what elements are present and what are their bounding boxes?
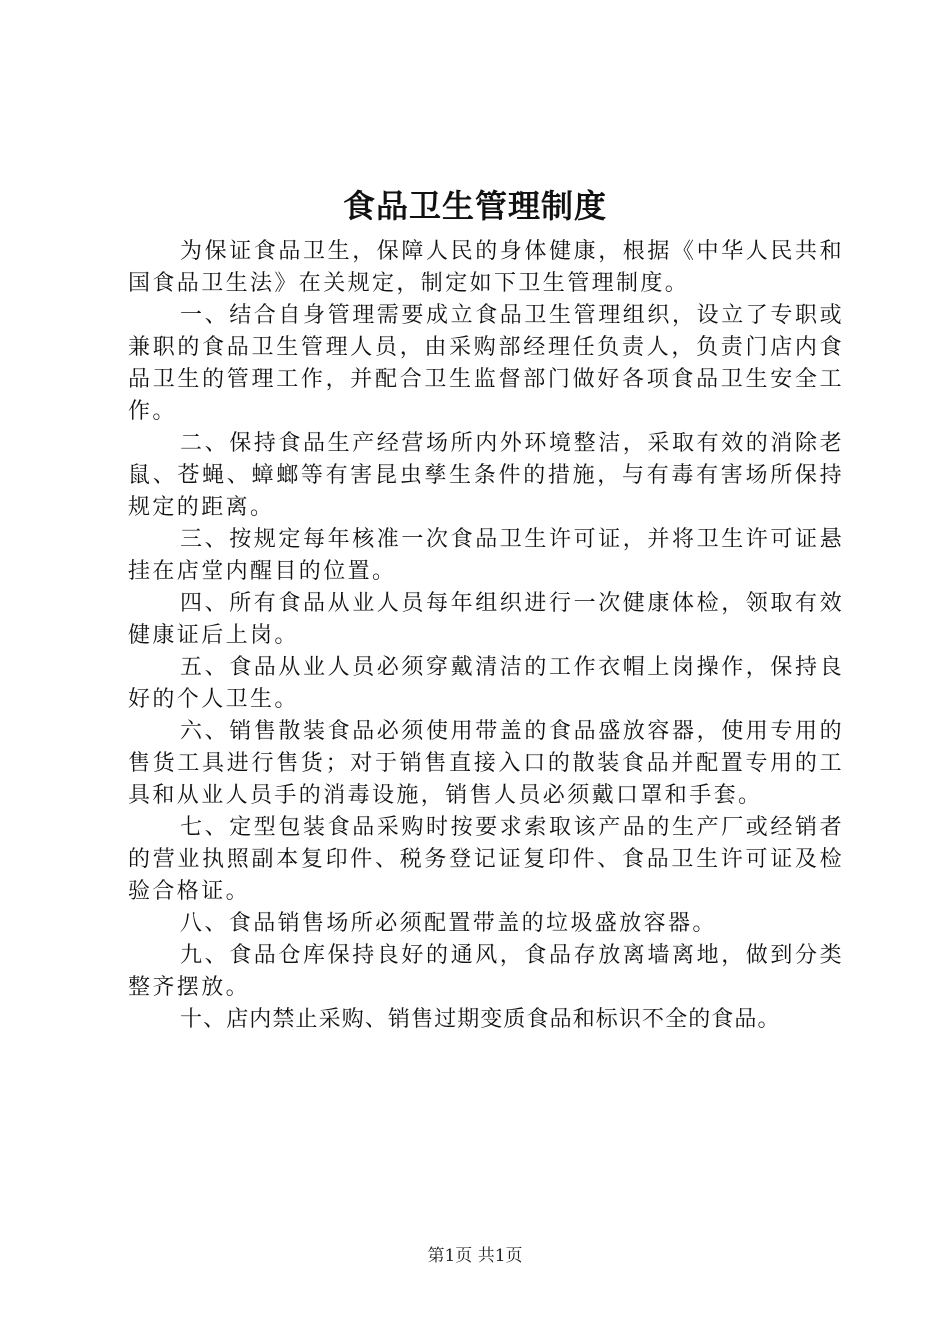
- clause-4-paragraph: 四、所有食品从业人员每年组织进行一次健康体检，领取有效健康证后上岗。: [128, 591, 844, 648]
- clause-10-paragraph: 十、店内禁止采购、销售过期变质食品和标识不全的食品。: [180, 1007, 781, 1032]
- page-number-footer: 第1页 共1页: [427, 1246, 523, 1266]
- clause-9-paragraph: 九、食品仓库保持良好的通风，食品存放离墙离地，做到分类整齐摆放。: [128, 943, 844, 1000]
- document-body: [128, 236, 844, 1036]
- clause-7-paragraph: 七、定型包装食品采购时按要求索取该产品的生产厂或经销者的营业执照副本复印件、税务登记证复印件、食品卫生许可证及检验合格证。: [128, 815, 844, 904]
- clause-1-paragraph: 一、结合自身管理需要成立食品卫生管理组织，设立了专职或兼职的食品卫生管理人员，由采购部经理任负责人，负责门店内食品卫生的管理工作，并配合卫生监督部门做好各项食品卫生安全工作。: [128, 303, 844, 424]
- clause-8-paragraph: 八、食品销售场所必须配置带盖的垃圾盛放容器。: [180, 911, 717, 936]
- clause-5-paragraph: 五、食品从业人员必须穿戴清洁的工作衣帽上岗操作，保持良好的个人卫生。: [128, 655, 844, 712]
- document-title: 食品卫生管理制度: [342, 187, 607, 225]
- clause-2-paragraph: 二、保持食品生产经营场所内外环境整洁，采取有效的消除老鼠、苍蝇、蟑螂等有害昆虫孳生条件的措施，与有毒有害场所保持规定的距离。: [128, 431, 844, 520]
- intro-paragraph: 为保证食品卫生，保障人民的身体健康，根据《中华人民共和国食品卫生法》在关规定，制定如下卫生管理制度。: [128, 239, 844, 296]
- clause-6-paragraph: 六、销售散装食品必须使用带盖的食品盛放容器，使用专用的售货工具进行售货；对于销售直接入口的散装食品并配置专用的工具和从业人员手的消毒设施，销售人员必须戴口罩和手套。: [128, 719, 844, 808]
- clause-3-paragraph: 三、按规定每年核准一次食品卫生许可证，并将卫生许可证悬挂在店堂内醒目的位置。: [128, 527, 844, 584]
